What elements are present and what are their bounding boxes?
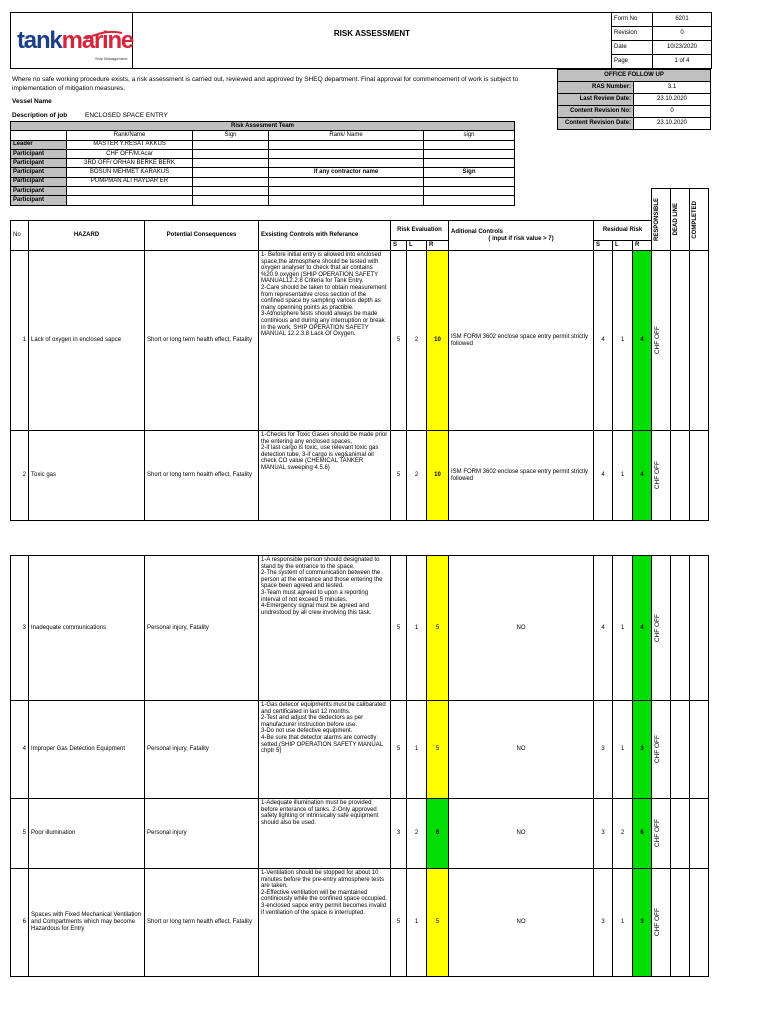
residual-severity-cell: 4 [594, 556, 613, 701]
severity-cell: 3 [391, 799, 407, 869]
table-row [11, 701, 709, 799]
team-col-rank2: Rank/ Name [269, 131, 424, 140]
consequence-cell: Personal injury, Fatality [145, 556, 259, 701]
hazard-cell: Toxic gas [29, 431, 145, 521]
table-row [11, 251, 709, 431]
logo-main-text: tank [17, 27, 62, 54]
likelihood-cell: 1 [407, 869, 427, 977]
responsible-cell: CHF OFF [652, 251, 671, 431]
intro-text: Where no safe working procedure exists, a risk assessment is carried out, reviewed and approved by SHEQ department. Final approval for commencement of work is subject to implementation of mitigation measures. [12, 76, 519, 92]
team-member-name: 3RD OFF/ ORHAN BERKE BERK [67, 159, 193, 168]
responsible-cell: CHF OFF [652, 431, 671, 521]
residual-r-header: R [633, 241, 652, 251]
consequence-cell: Personal injury, Fatality [145, 701, 259, 799]
controls-cell: 1-Checks for Toxic Gases should be made prior the entering any enclosed spaces, 2-if last cargo is toxic, use relevant toxic gas detection tube, 3-if cargo is veg&animal oil check CO value (CHEMICAL TANKER MANUAL sweeping 4.5.6) [259, 431, 391, 521]
form-label: Page [612, 55, 653, 69]
hazard-cell: Poor illumination [29, 799, 145, 869]
deadline-cell [671, 869, 690, 977]
residual-likelihood-cell: 1 [613, 251, 633, 431]
logo-subtitle: Ship Management [95, 56, 128, 61]
additional-controls-header: Aditional Controls ( input if risk value > 7) [449, 221, 594, 251]
residual-s-header: S [594, 241, 613, 251]
office-label: Content Revision No: [558, 106, 634, 118]
consequence-cell: Short or long term health effect, Fatality [145, 251, 259, 431]
office-header: OFFICE FOLLOW UP [558, 70, 711, 82]
likelihood-cell: 2 [407, 251, 427, 431]
team-role: Participant [11, 159, 67, 168]
responsible-cell: CHF OFF [652, 556, 671, 701]
likelihood-cell: 2 [407, 799, 427, 869]
residual-likelihood-cell: 2 [613, 799, 633, 869]
office-value: 23.10.2020 [634, 94, 711, 106]
consequence-header: Potential Consequences [145, 221, 259, 251]
r-header: R [427, 241, 449, 251]
controls-header: Exsisting Controls with Referance [259, 221, 391, 251]
severity-cell: 5 [391, 556, 407, 701]
additional-controls-cell: NO [449, 556, 594, 701]
controls-cell: 1-Gas detecor equipments must be calibarated and certificated in last 12 months. 2-Test and adjust the dedectors as per manufacturer instruction before use. 3-Do not use defective equipment. 4-Be sure that detector alarms are correctly setted.(SHIP OPERATION SAFETY MANUAL chptr 5) [259, 701, 391, 799]
controls-cell: 1-Adequate illumination must be provided before enterance of tanks. 2-Only approved safety lighting or intrinsically safe equipment should also be used. [259, 799, 391, 869]
completed-cell [690, 556, 709, 701]
residual-risk-cell: 4 [633, 431, 652, 521]
hazard-table-page-2 [10, 555, 709, 977]
form-value: 0 [653, 27, 712, 41]
deadline-cell [671, 799, 690, 869]
consequence-cell: Short or long term health effect, Fatality [145, 431, 259, 521]
office-value: 3.1 [634, 82, 711, 94]
likelihood-cell: 1 [407, 556, 427, 701]
residual-severity-cell: 4 [594, 251, 613, 431]
completed-cell [690, 431, 709, 521]
residual-severity-cell: 3 [594, 799, 613, 869]
residual-risk-header: Residual Risk [594, 221, 652, 241]
severity-cell: 5 [391, 701, 407, 799]
responsible-cell: CHF OFF [652, 799, 671, 869]
team-member-name: MASTER Y.RESAT AKKUS [67, 140, 193, 149]
severity-cell: 5 [391, 869, 407, 977]
team-role: Participant [11, 187, 67, 196]
completed-cell [690, 251, 709, 431]
form-value: 10/23/2020 [653, 41, 712, 55]
no-header: No [11, 221, 29, 251]
team-role: Participant [11, 177, 67, 186]
risk-value-cell: 10 [427, 251, 449, 431]
residual-risk-cell: 6 [633, 799, 652, 869]
residual-risk-cell: 4 [633, 556, 652, 701]
residual-severity-cell: 4 [594, 431, 613, 521]
risk-value-cell: 5 [427, 701, 449, 799]
additional-controls-cell: NO [449, 869, 594, 977]
logo-swoosh-icon [84, 29, 124, 41]
table-row [11, 431, 709, 521]
likelihood-cell: 1 [407, 701, 427, 799]
risk-value-cell: 5 [427, 869, 449, 977]
team-member-name [67, 196, 193, 205]
team-col-sign2: sign [424, 131, 515, 140]
residual-risk-cell: 3 [633, 869, 652, 977]
hazard-cell: Spaces with Fixed Mechanical Ventilation and Compartments which may become Hazardous for Entry [29, 869, 145, 977]
form-info-table [611, 12, 712, 69]
hazard-header: HAZARD [29, 221, 145, 251]
table-row [11, 799, 709, 869]
deadline-cell [671, 251, 690, 431]
responsible-cell: CHF OFF [652, 869, 671, 977]
additional-controls-cell: NO [449, 799, 594, 869]
office-value: 23.10.2020 [634, 118, 711, 130]
row-number: 3 [11, 556, 29, 701]
likelihood-cell: 2 [407, 431, 427, 521]
logo-accent-text: marine [61, 27, 134, 54]
additional-controls-cell: ISM FORM 3602 enclose space entry permit strictly followed [449, 431, 594, 521]
residual-severity-cell: 3 [594, 701, 613, 799]
job-description-label: Description of job [12, 112, 68, 119]
residual-severity-cell: 3 [594, 869, 613, 977]
form-value: 6201 [653, 13, 712, 27]
additional-controls-cell: NO [449, 701, 594, 799]
severity-cell: 5 [391, 431, 407, 521]
row-number: 2 [11, 431, 29, 521]
team-member-name: BOSUN MEHMET KARAKUS [67, 168, 193, 177]
risk-assessment-team-table [10, 121, 515, 206]
residual-likelihood-cell: 1 [613, 701, 633, 799]
completed-cell [690, 799, 709, 869]
controls-cell: 1- Before initial entry is allowed into enclosed space,the atmosphere should be tested with oxygen analyser to check that air contains %20.9 oxygen (SHIP OPERATION SAFETY MANUAL12.2.8 Criteria for Tank Entry. 2-Care should be taken to obtain measurement from representative cross section of the confined space by sampling various depth as many openning points as practible. 3-Atmosphere tests should always be made continious and during any interruption or break in the work. SHIP OPERATION SAFETY MANUAL 12.2.3.8 Lack Of Oxygen. [259, 251, 391, 431]
hazard-table-page-1 [10, 220, 709, 521]
row-number: 6 [11, 869, 29, 977]
hazard-cell: Improper Gas Detection Equipment [29, 701, 145, 799]
completed-header: COMPLETED [690, 189, 709, 251]
risk-value-cell: 6 [427, 799, 449, 869]
risk-eval-header: Risk Evaluation [391, 221, 449, 241]
team-member-name: CHF OFF/M.Acar [67, 149, 193, 158]
residual-likelihood-cell: 1 [613, 556, 633, 701]
office-label: RAS Number: [558, 82, 634, 94]
form-label: Date [612, 41, 653, 55]
row-number: 4 [11, 701, 29, 799]
residual-likelihood-cell: 1 [613, 869, 633, 977]
job-description-value: ENCLOSED SPACE ENTRY [85, 112, 168, 119]
office-follow-up-table [557, 69, 711, 130]
office-value: 0 [634, 106, 711, 118]
contractor-name-header: If any contractor name [269, 168, 424, 177]
document-title: RISK ASSESSMENT [133, 12, 611, 69]
vessel-name-label: Vessel Name [12, 98, 52, 105]
table-row [11, 556, 709, 701]
office-label: Last Review Date: [558, 94, 634, 106]
table-row [11, 869, 709, 977]
team-header: Risk Assesment Team [11, 122, 515, 131]
deadline-cell [671, 556, 690, 701]
form-label: Form No [612, 13, 653, 27]
residual-likelihood-cell: 1 [613, 431, 633, 521]
consequence-cell: Personal injury [145, 799, 259, 869]
team-member-name [67, 187, 193, 196]
completed-cell [690, 869, 709, 977]
residual-risk-cell: 3 [633, 701, 652, 799]
l-header: L [407, 241, 427, 251]
row-number: 1 [11, 251, 29, 431]
team-col-sign: Sign [193, 131, 269, 140]
risk-value-cell: 10 [427, 431, 449, 521]
team-role: Participant [11, 149, 67, 158]
controls-cell: 1-Ventilation should be stopped for about 10 minutes before the pre-entry atmosphere tests are taken. 2-Effective ventilation will be maintained continiously while the confined space occupied. 3-enclosed sapce entry permit becomes invalid if ventilation of the space is interrupted. [259, 869, 391, 977]
controls-cell: 1-A responsible person should designated to stand by the entrance to the space. 2-The system of communication between the person at the entrance and those entering the space been agreed and tested. 3-Team must agreed to upon a reporting interval of not exceed 5 minutes. 4-Emergency signal must be agreed and undrestood by all crew involving this task. [259, 556, 391, 701]
hazard-cell: Lack of oxygen in enclosed sapce [29, 251, 145, 431]
team-role: Participant [11, 196, 67, 205]
responsible-header: RESPONSIBLE [652, 189, 671, 251]
severity-cell: 5 [391, 251, 407, 431]
completed-cell [690, 701, 709, 799]
deadline-cell [671, 431, 690, 521]
team-role: Participant [11, 168, 67, 177]
team-role: Leader [11, 140, 67, 149]
contractor-sign-header: Sign [424, 168, 515, 177]
responsible-cell: CHF OFF [652, 701, 671, 799]
hazard-cell: Inadequate communications [29, 556, 145, 701]
logo-box [10, 12, 133, 69]
residual-risk-cell: 4 [633, 251, 652, 431]
form-value: 1 of 4 [653, 55, 712, 69]
team-col-rank: Rank/Name [67, 131, 193, 140]
additional-controls-cell: ISM FORM 3602 enclose space entry permit strictly followed [449, 251, 594, 431]
consequence-cell: Short or long term health effect, Fatality [145, 869, 259, 977]
row-number: 5 [11, 799, 29, 869]
s-header: S [391, 241, 407, 251]
deadline-cell [671, 701, 690, 799]
deadline-header: DEAD LINE [671, 189, 690, 251]
risk-value-cell: 5 [427, 556, 449, 701]
residual-l-header: L [613, 241, 633, 251]
team-member-name: PUMPMAN ALI HAYDAR ER [67, 177, 193, 186]
office-label: Content Revision Date: [558, 118, 634, 130]
form-label: Revision [612, 27, 653, 41]
